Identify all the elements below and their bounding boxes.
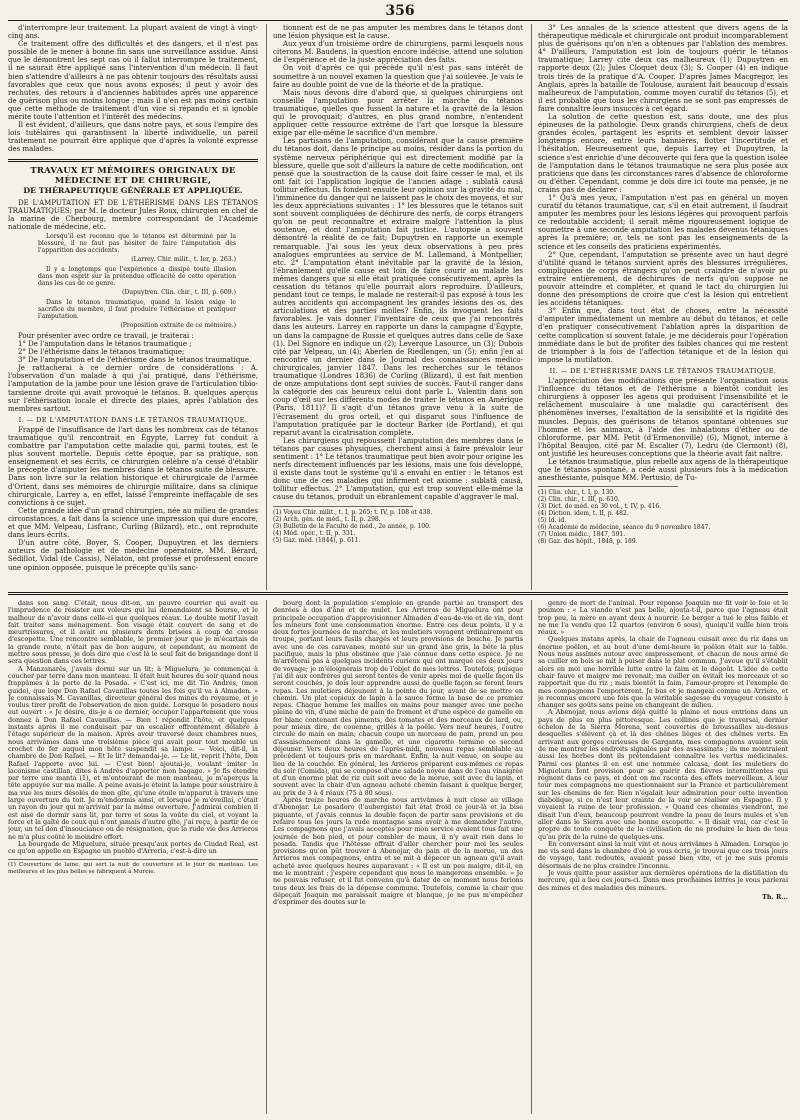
signature: Th. R...: [762, 892, 788, 901]
article-heading: DE L'AMPUTATION ET DE L'ÉTHÉRISME DANS LES TÉTANOS TRAUMATIQUES; par M. le docteur Jules Roux, chirurgien en chef de la marine de Cherbourg, membre correspondant de l'Académie nationale de médecine, etc.: [8, 198, 258, 231]
column-rule: [531, 600, 532, 1114]
paragraph: En conversant ainsi la nuit vint et nous arrivâmes à Almaden. Lorsque je me vis seul dans la chambre d'où je vous écris, je trouvai que ces trois jours de voyage, tant redoutés, avaient passé bien vite, et je me suis promis désormais de ne plus craindre l'inconnu.: [538, 839, 788, 870]
paragraph: bourg dont la population s'emploie en grande partie au transport des denrées à dos d'âne et de mulet. Les Arrieros de Miguelura ont pour principale occupation d'approvisionner Almaden d'eau-de-vie et de vin, dont les mineurs font une consommation énorme. Entre ces deux points, il y a deux fortes journées de marche, et les muletiers voyagent ordinairement en troupe, portant leurs fusils chargés et leurs provisions de bouche. Je partis avec une de ces caravanes, monté sur un grand âne gris, la bête la plus pacifique, mais la plus obstinée que j'aie connue dans cette espèce. Je ne m'arrêterai pas à quelques incidents curieux qui ont marqué ces deux jours de voyage; je m'éloignerais trop de l'objet de mes lettres. Toutefois, puisque j'ai dit aux confrères qui seront tentés de venir après moi de quelle façon ils seront couchés, je dois leur apprendre aussi de quelle façon se feront leurs repas. Les muletiers déjeunent à la pointe du jour, avant de se mettre en chemin. Un plat copieux de lapin à la sauce forme la base de ce premier repas. Chaque homme les mailles en mains pour manger avec une poche pleine de vin, d'une miche de pain de froment et d'une espèce de gamelle en fer blanc contenant des piments, des tomates et des morceaux de lard, ou, pour mieux dire, de couenne, grillés à la poêle. Vers neuf heures, l'outre circule de main en main; chacun coupe un morceau de pain, prend un peu d'assaisonnement dans la gamelle, et une cigarette termine ce second déjeuner. Vers deux heures de l'après-midi, nouveau repas semblable au précédent et toujours pris en marchant. Enfin, la nuit venue, on soupe au lieu de la couchée. En général, les Arrieros préparent eux-mêmes ce repas du soir (Comida), qui se compose d'une salade noyée dans de l'eau vinaigrée et d'un énorme plat de riz cuit soit avec de la morue, soit avec du lapin, et souvent avec la chair d'un agneau acheté chemin faisant à quelque berger, au prix de 3 à 4 réaux (75 à 80 sous).: [273, 600, 523, 797]
section-title: TRAVAUX ET MÉMOIRES ORIGINAUX DE MÉDECINE ET DE CHIRURGIE,: [30, 165, 236, 186]
paragraph: Je vous quitte pour assister aux dernières opérations de la distillation du mercure, qui a lieu ces jours-ci. Dans mes prochaines lettres je vous parlerai des mines et des maladies des mineurs.: [538, 868, 788, 892]
header-rule: [8, 20, 788, 21]
section-subtitle: DE THÉRAPEUTIQUE GÉNÉRALE ET APPLIQUÉE.: [23, 185, 243, 195]
epigraph-source: (Proposition extraite de ce mémoire.): [120, 321, 236, 329]
section-divider: [8, 159, 258, 162]
page-number: 356: [385, 3, 415, 19]
feuilleton-rule: [8, 592, 788, 595]
paragraph: Le tétanos traumatique, plus rebelle aux agens de la thérapeutique que le tétanos spontané, a cédé aussi plusieurs fois à la médication anesthésiante, puisque MM. Pertusio, de Tu-: [538, 457, 788, 483]
paragraph: Pour présenter avec ordre ce travail, je traiterai :: [18, 331, 194, 340]
paragraph: 3° Enfin que, dans tout état de choses, entre la nécessité d'amputer immédiatement un membre au début du tétanos, et celle d'en pratiquer consécutivement l'ablation après la disparition de cette complication si souvent fatale, je me déciderais pour l'opération immédiate dans le but de profiter des faibles chances qui me restent de triompher à la fois de l'affection tétanique et de la lésion qui impose la mutilation.: [538, 307, 788, 364]
paragraph: genre de mort de l'animal. Pour réponse Joaquin me fit voir le foie et le poumon : « La viande n'est pas belle, ajouta-t-il, parce que l'agneau était trop peu, la mère en ayant deux à nourrir. Le berger a tué le plus faible et ne me l'a vendu que 12 quartos (environ 6 sous), quoiqu'il vaille bien trois réaux. »: [538, 600, 788, 637]
footnote: (1) Clin. chir., t. I, p. 130.: [538, 489, 616, 497]
footnotes: [8, 859, 258, 875]
subsection-heading: I. — DE L'AMPUTATION DANS LE TÉTANOS TRAUMATIQUE.: [18, 415, 248, 424]
lower-column-2: [273, 600, 523, 1114]
footnote: (5) Id. id.: [538, 517, 567, 525]
paragraph: Il est évident, d'ailleurs, que dans notre pays, et sous l'empire des lois tutélaires qui garantissent la liberté individuelle, un pareil traitement ne pourrait être appliqué que d'après la volonté expresse des malades.: [8, 121, 258, 154]
epigraph-quote: Lorsqu'il est reconnu que le tétanos est déterminé par la blessure, il ne faut pas hésiter de faire l'amputation dès l'apparition des accidents.: [38, 232, 236, 254]
epigraph-quote: Il y a longtemps que l'expérience a dissipé toute illusion dans mon esprit sur la prétendue efficacité de cette opération dans les cas de ce genre.: [38, 265, 236, 287]
paragraph: Je rattacherai à ce dernier ordre de considérations : A. l'observation d'un malade à qui j'ai pratiqué, dans l'éthérisme, l'amputation de la jambe pour une lésion grave de l'articulation tibio-tarsienne droite qui avait provoqué le tétanos. B. quelques aperçus sur l'éthérisation locale et directe des plaies, après l'ablation des membres sartout.: [8, 364, 258, 413]
footnote: (8) Gaz. des hôpit., 1848, p. 189.: [538, 538, 638, 546]
footnotes: [273, 506, 433, 544]
paragraph: Quelques instans après, la chair de l'agneau cuisait avec du riz dans un énorme poêlon, et au bout d'une demi-heure le poêlon était sur la table. Nous nous assîmes autour avec empressement, et chacun de nous armé de sa cuiller en bois se mit à puiser dans le plat commun. J'avoue qu'il s'établit alors en moi une horrible lutte entre la faim et le dégoût. L'idée de cette chair fauve et maigre me revenait; ma cuiller en évitait les morceaux et se rapportait que du riz ; mais bientôt la faim, l'amour-propre et l'exemple de mes compagnons l'emportèrent. Je bus et je mangeai comme un Arriero, et je reconnus encore une fois que la véritable sagesse du voyageur consiste à changer ses goûts sans peine en changeant de milieu.: [538, 635, 788, 710]
footnote: (1) Voyez Chir. milit., t. I, p. 265; t. IV, p. 108 et 438.: [273, 508, 433, 516]
lower-column-3: [538, 600, 788, 1114]
paragraph: La solution de cette question est, sans doute, une des plus épineuses de la pathologie. Deux grands chirurgiens, chefs de deux grandes écoles, partagent les esprits et semblent devoir laisser longtemps encore, entre leurs bannières, flotter l'incertitude et l'hésitation. Heureusement que, depuis Larrey et Dupuytren, la science s'est enrichie d'une découverte qui fera que la question isolée de l'amputation dans le tétanos traumatique ne sera plus posée aux praticiens que dans les circonstances rares d'absence de chloroforme ou d'éther. Cependant, comme je dois dire ici toute ma pensée, je ne crains pas de déclarer :: [538, 113, 788, 194]
footnote: (3) Dict. de méd. en 30 vol., t. IV, p. 416.: [538, 503, 662, 511]
footnote: (6) Académie de médecine, séance du 9 novembre 1847.: [538, 524, 711, 532]
feuilleton-area: [8, 600, 788, 1114]
footnote: (5) Gaz. méd. (1844), p. 611.: [273, 536, 361, 544]
column-rule: [266, 600, 267, 1114]
paragraph: Cette grande idée d'un grand chirurgien, née au milieu de grandes circonstances, a fait dans la science une impression qui dure encore, et que MM. Velpeau, Lisfranc, Curling (Bilzard), etc., ont reproduite dans leurs écrits.: [8, 506, 258, 540]
paragraph: A Manzanarès, j'avais dormi sur un lit; à Miguelura, je commençai à coucher par terre dans mon manteau. Il était huit heures du soir quand nous frappâmes à la porte de la Posada. « C'est ici, me dit Tio Andrés, (mon guide), que loge Don Rafael Cavanillas toutes les fois qu'il va à Almaden. » Je connaissais M. Cavanillas, directeur général des mines du royaume, et je voulus tirer profit de l'observation de mon guide. Lorsque le posadero nous eut ouvert : « Je désire, dis-je à ce dernier, occuper l'appartement que vous donnez à Don Rafael Cavanillas. — Bien ! répondit l'hôte, et quelques instants après il me conduisait par un escalier effrontément délabré à l'étage supérieur de la maison. Après avoir traversé deux chambres nues, nous arrivâmes dans une troisième pièce qui avait pour tout meuble un crochet de fer auquel mon hôte suspendit sa lampe. — Voici, dit-il, la chambre de Don Rafael. — Et le lit? demandai-je. — Le lit, reprit l'hôte, Don Rafael l'apporte avec lui. — C'est bien! ajoutai-je, voulant imiter le laconisme castillan, dites à Andrès d'apporter mon bagage. » Je fis étendre par terre une manta (1), et m'entourant de mon manteau, je m'aperçus la tête appuyée sur ma malle. A peine avais-je éteint la lampe pour soustraire à ma vue les murs désolés de mon gîte, qu'une étoile m'apparut à travers une large ouverture du toit. Je m'endormis ainsi, et lorsque je m'éveillai, c'était un rayon du jour qui m'arrivait par la même ouverture. J'admirai combien il est aisé de dormir sans lit, par terre et sous la voûte du ciel, et voyant la force et la gaîté de ceux qui n'ont jamais d'autre gîte, j'ai reçu, à partir de ce jour, un tel don d'insouciance ou de résignation, que la rude vie des Arrieros ne m'a plus coûté le moindre effort.: [8, 664, 258, 841]
column-rule: [266, 24, 267, 590]
lower-column-1: [8, 600, 258, 1114]
paragraph: Mais nous devons dire d'abord que, si quelques chirurgiens ont conseillé l'amputation pour arrêter la marche du tétanos traumatique, quelles que fussent la nature et la gravité de la lésion qui le provoquait; d'autres, en plus grand nombre, n'entendent appliquer cette ressource extrême de l'art que lorsque la blessure exige par elle-même le sacrifice d'un membre.: [273, 88, 523, 138]
footnote: (1) Couverture de laine, qui sert la nuit de couverture et le jour de manteau. Les meilleures et les plus belles se fabriquent à Murcie.: [8, 862, 258, 875]
paragraph: 3° Les annales de la science attestent que divers agens de la thérapeutique médicale et chirurgicale ont produit incomparablement plus de guérisons qu'on n'en a obtenues par l'ablation des membres. 4° D'ailleurs, l'amputation est loin de toujours guérir le tétanos traumatique; Larrey cite deux cas malheureux (1); Dupuytren en rapporte deux (2); Jules Cloquet deux (3); S. Cooper (4) en indique trois tirés de la pratique d'A. Cooper. D'après James Macgregor, les Anglais, après la bataille de Toulouse, auraient fait beaucoup d'essais malheureux de l'amputation, comme moyen curatif du tétanos (5), et il est probable que tous les chirurgiens ne se sont pas empressés de faire connaître leurs insuccès à cet égard.: [538, 24, 788, 113]
footnote: (2) Arch. gén. de méd., t. II, p. 298.: [273, 515, 381, 523]
paragraph: L'appréciation des modifications que présente l'organisation sous l'influence du tétanos et de l'éthérisme a bientôt conduit les chirurgiens à opposer les agens qui produisent l'insensibilité et le relâchement musculaire à une maladie qui caractérisent des phénomènes inverses, l'exaltation de la sensibilité et la rigidité des muscles. Depuis, des guérisons de tétanos spontané obtenues sur l'homme et les animaux, à l'aide des inhalations d'éther ou de chloroforme, par MM. Petit (d'Ermenonville) (6), Mignot, interne à l'hôpital Beaujon, cité par M. Escalier (7), Ledru (de Clermont) (8), ont justifié les heureuses conceptions que la théorie avait fait naître.: [538, 377, 788, 458]
footnote: (3) Bulletin de la Faculté de méd., 2e année, p. 100.: [273, 522, 431, 530]
footnote: (4) Diction. idem, t. II, p. 482.: [538, 510, 629, 518]
epigraph-quote: Dans le tétanos traumatique, quand la lésion exige le sacrifice du membre, il faut produire l'éthérisme et pratiquer l'amputation.: [38, 298, 236, 320]
footnote: (2) Clin. chir., t. III, p. 610.: [538, 496, 620, 504]
paragraph: Après treize heures de marche nous arrivâmes à nuit close au village d'Abenojar. Le posadero (l'aubergiste) fait état froid ce jour-là et la bise piquante, et j'avais connus la double façon de partir sans provisions et de refaire tous les jours la rude montagne sans avoir à me demander l'autre. Les compagnons que j'avais acceptés pour mon service avaient tous fait une journée de bon pied, et pour combler de maux, il n'y avait rien dans le posada. Tandis que l'hôtesse offrait d'aller chercher pour moi les seules provisions qu'on pût trouver à Abenojar, du pain et de la morue, un des Arrieros mes compagnons, entra et se mit à dépecer un agneau qu'il avait acheté avec quelques heures auparavant : « Il est un peu maigre, dit-il, en me le montrant ; j'espère cependant que nous le mangerons ensemble. » Je ne pouvais refuser, et il fut convenu qu'à dater de ce moment nous ferions tous deux les frais de la dépense commune. Toutefois, comme la chair que dépeçait Joaquin me paraissait maigre et blanque, je ne pus m'empêcher d'exprimer des doutes sur le: [273, 796, 523, 907]
subsection-heading: II. — DE L'ÉTHÉRISME DANS LE TÉTANOS TRAUMATIQUE.: [549, 366, 777, 375]
paragraph: D'un autre côté, Boyer, S. Cooper, Dupuytren et les derniers auteurs de pathologie et de médecine opératoire, MM. Bérard, Sédillot, Vidal (de Cassis), Nélaton, ont professé et professent encore une opinion opposée, puisque le précepte qu'ils sanc-: [8, 539, 258, 572]
upper-column-1: [8, 24, 258, 590]
paragraph: Ce traitement offre des difficultés et des dangers, et il n'est pas possible de le mener à bonne fin sans une surveillance assidue. Ainsi que le démontrent les sept cas où il fallut interrompre le traitement, il ne saurait être appliqué sans l'intervention d'un médecin. Il faut bien s'attendre d'ailleurs à ne pas obtenir toujours des résultats aussi favorables que ceux que nous avons exposés; il peut y avoir des rechutes, des retours à d'anciennes habitudes après une apparence de guérison plus ou moins longue ; mais il n'en est pas moins certain que cette méthode de traitement d'un vice si répandu et si ignoble mérite toute l'attention et l'intérêt des médecins.: [8, 40, 258, 122]
footnotes: [538, 486, 711, 546]
paragraph: 2° Que, cependant, l'amputation se présente avec un haut degré d'utilité quand le tétanos survient après des blessures irrégulières, compliquées de corps étrangers qu'on peut craindre de n'avoir pu extraire entièrement, de déchirures de nerfs qu'on suppose ne pouvoir atteindre et compléter, et quand le tact du chirurgien lui donne des présomptions de croire que c'est la lésion qui entretient les accidens tétaniques.: [538, 250, 788, 308]
upper-column-3: [538, 24, 788, 590]
paragraph: Frappé de l'insuffisance de l'art dans les nombreux cas de tétanos traumatique qu'il rencontrait en Égypte, Larrey fut conduit à combattre par l'amputation cette maladie qui, parmi toutes, est le plus souvent mortelle. Depuis cette époque, par sa pratique, son enseignement et ses écrits, ce chirurgien célèbre n'a cessé d'établir le précepte d'amputer les membres dans le tétanos suite de blessure. Dans son livre sur la relation historique et chirurgicale de l'armée d'Orient, dans ses mémoires de chirurgie militaire, dans sa clinique chirurgicale, Larrey a, en effet, laissé l'empreinte ineffaçable de ses convictions à ce sujet.: [8, 425, 258, 507]
footnote: (7) Union médic., 1847, 591.: [538, 531, 626, 539]
epigraph-source: (Dupuytren. Clin. chir., t. III, p. 609.): [121, 288, 236, 296]
paragraph: dans son sang. C'était, nous dit-on, un pauvre courrier qui avait eu l'imprudence de résister aux voleurs qui lui demandaient sa bourse, et le malheur de n'avoir dans celle-ci que quelques réaux. Le double motif l'avait fait traiter sans ménagement. Son visage était couvert de sang et de meurtrissures, et il avait eu plusieurs dents brisées à coup de crosse d'escopette. Une rencontre semblable, le premier jour que je m'écartais de la grande route, n'était pas de bon augure, et cependant, au moment de mettre sous presse, je dois dire que c'est là le seul fait de brigandage dont il sera question dans ces lettres.: [8, 600, 258, 666]
paragraph: Les chirurgiens qui repoussent l'amputation des membres dans le tétanos par causes physiques, cherchent ainsi à faire prévaloir leur sentiment : 1° Le tétanos traumatique peut bien avoir pour origine les nerfs directement influencés par les lésions, mais une fois développé, il existe dans tout le système qu'il a envahi en entier : le tétanos est donc une de ces maladies qui infirment cet axiome : sublatâ causâ, tollitur effectus. 2° L'amputation, qui est trop souvent elle-même la cause du tétanos, produit un ébranlement capable d'aggraver le mal.: [273, 436, 523, 502]
epigraph-source: (Larrey. Chir. milit., t. Ier, p. 263.): [131, 255, 236, 263]
paragraph: 1° Qu'à mes yeux, l'amputation n'est pas en général un moyen curatif du tétanos traumatique, car, s'il en était autrement, il faudrait amputer les membres pour les lésions légères qui provoquent parfois ce redoutable accident; il serait même rigoureusement logique de soumettre à une seconde amputation les malades devenus tétaniques après la première; or, tels ne sont pas les enseignements de la science et les conseils des praticiens expérimentés.: [538, 193, 788, 251]
paragraph: A Abenojar, nous avions déjà quitté la plaine et nous entrions dans un pays de plus en plus pittoresque. Les collines que je traversai, dernier échelon de la Sierra Morena, sont couvertes de broussailles au-dessus desquelles s'élèvent çà et là des chênes lièges et des chênes verts. En arrivant aux gorges curieuses de Garganta, mes compagnons avaient soin de me montrer les endroits signalés par des assassinats ; ils me montraient aussi les herbes dont ils prétendaient connaître les vertus médicinales. Parmi ces plantes il en est une nommée calcasa, dont les muletiers de Miguelura font provision pour se guérir des fièvres intermittentes qui règnent dans ce pays, et dont on me raconta des effets merveilleux. A leur tour mes compagnons me questionnaient sur la France et particulièrement sur les chemins de fer. Rien n'égalait leur admiration pour cette invention diabolique, si ce n'est leur crainte de la voir se réaliser en Espagne. Il y voyaient la ruine de leur profession. « Quand ces chemins viendront, me disait l'un d'eux, beaucoup pourront vendre la peau de leurs mules et s'en aller dans le Sierra avec une bonne escopette. » Il disait vrai, car c'est le propre de toute conquête de la civilisation de ne produire le bien de tous qu'au prix de la ruine de quelques-uns.: [538, 708, 788, 841]
list-item: 3° De l'amputation et de l'éthérisme dans le tétanos traumatique.: [18, 356, 252, 365]
upper-article-area: [8, 24, 788, 590]
footnote: (4) Méd. opér., t. II, p. 331.: [273, 529, 356, 537]
column-rule: [531, 24, 532, 590]
paragraph: d'interrompre leur traitement. La plupart avaient de vingt à vingt-cinq ans.: [8, 24, 258, 41]
paragraph: Aux yeux d'un troisième ordre de chirurgiens, parmi lesquels nous citerons M. Baudens, la question encore indécise, attend une solution de l'expérience et de la juste appréciation des faits.: [273, 40, 523, 65]
list-item: 2° De l'éthérisme dans le tétanos traumatique;: [18, 348, 185, 357]
paragraph: La bourgade de Miguelura, située presqu'aux portes de Ciudad Real, est ce qu'on appelle en Espagne un pueblo d'Arreria, c'est-à-dire un: [8, 839, 258, 856]
paragraph: tionnent est de ne pas amputer les membres dans le tétanos dont une lésion physique est la cause.: [273, 24, 523, 41]
list-item: 1° De l'amputation dans le tétanos traumatique ;: [18, 339, 192, 348]
paragraph: Les partisans de l'amputation, considérant que la cause première du tétanos doit, dans le principe au moins, résider dans la portion du système nerveux périphérique qui est directement modifié par la blessure, quelle que soit d'ailleurs la nature de cette modification, ont pensé que la soustraction de la cause doit faire cesser le mal, et ils ont fait ici l'application logique de l'ancien adage : sublatâ causâ tollitur effectus. Ils fondent ensuite leur opinion sur la gravité du mal, l'imminence du danger qui ne laissent pas le choix des moyens, et sur les deux appréciations suivantes : 1° les blessures que le tétanos suit sont souvent compliquées de déchirure des nerfs, de corps étrangers qu'on ne peut reconnaître et extraire malgré l'attention la plus soutenue, et dont l'amputation fait justice. L'autopsie a souvent démontré la réalité de ce fait; Dupuytren en rapporte un exemple remarquable. J'ai sous les yeux deux observations à peu près analogues empruntées au service de M. Lallemand, à Montpellier, etc. 2° L'amputation étant inévitable par la gravité de la lésion, l'ébranlement qu'elle cause est loin de faire courir au malade les mêmes dangers que si elle était pratiquée consécutivement, après la cessation du tétanos qu'elle pourrait alors reproduire. D'ailleurs, pendant tout ce temps, le malade ne resterait-il pas exposé à tous les autres accidents qui accompagnent les grandes lésions des os, des articulations et des parties molles? Enfin, ils invoquent les faits favorables. Je vais donner l'inventaire de ceux que j'ai rencontrés dans les auteurs. Larrey en rapporte un dans la campagne d'Égypte, un dans la campagne de Russie et quelques autres dans celle de Saxe (1). Del Signore en indique un (2); Leverque Lasource, un (3); Dubois cité par Velpeau, un (4); Aberlen de Riedlengen, un (5); enfin j'en ai rencontré un dernier dans le Journal des connaissances médico-chirurgicales, janvier 1847. Dans les recherches sur le tétanos traumatique (Londres 1836) de Curling (Blizard), il est fait mention de onze amputations dont sept suivies de succès. Faut-il ranger dans la catégorie des cas heureux celui dont parle L. Valentin dans son coup d'œil sur les différents modes de traiter le tétanos en Amérique (Paris, 1811)? Il s'agit d'un tétanos grave venu à la suite de l'écrasement du gros orteil, et qui disparut sous l'influence de l'amputation pratiquée par le docteur Barker (de Portland), et qui reparut avant la cicatrisation complète.: [273, 137, 523, 437]
paragraph: On voit d'après ce qui précède qu'il n'est pas sans intérêt de soumettre à un nouvel examen la question que j'ai soulevée. Je vais le faire au double point de vue de la théorie et de la pratique.: [273, 64, 523, 89]
upper-column-2: [273, 24, 523, 590]
